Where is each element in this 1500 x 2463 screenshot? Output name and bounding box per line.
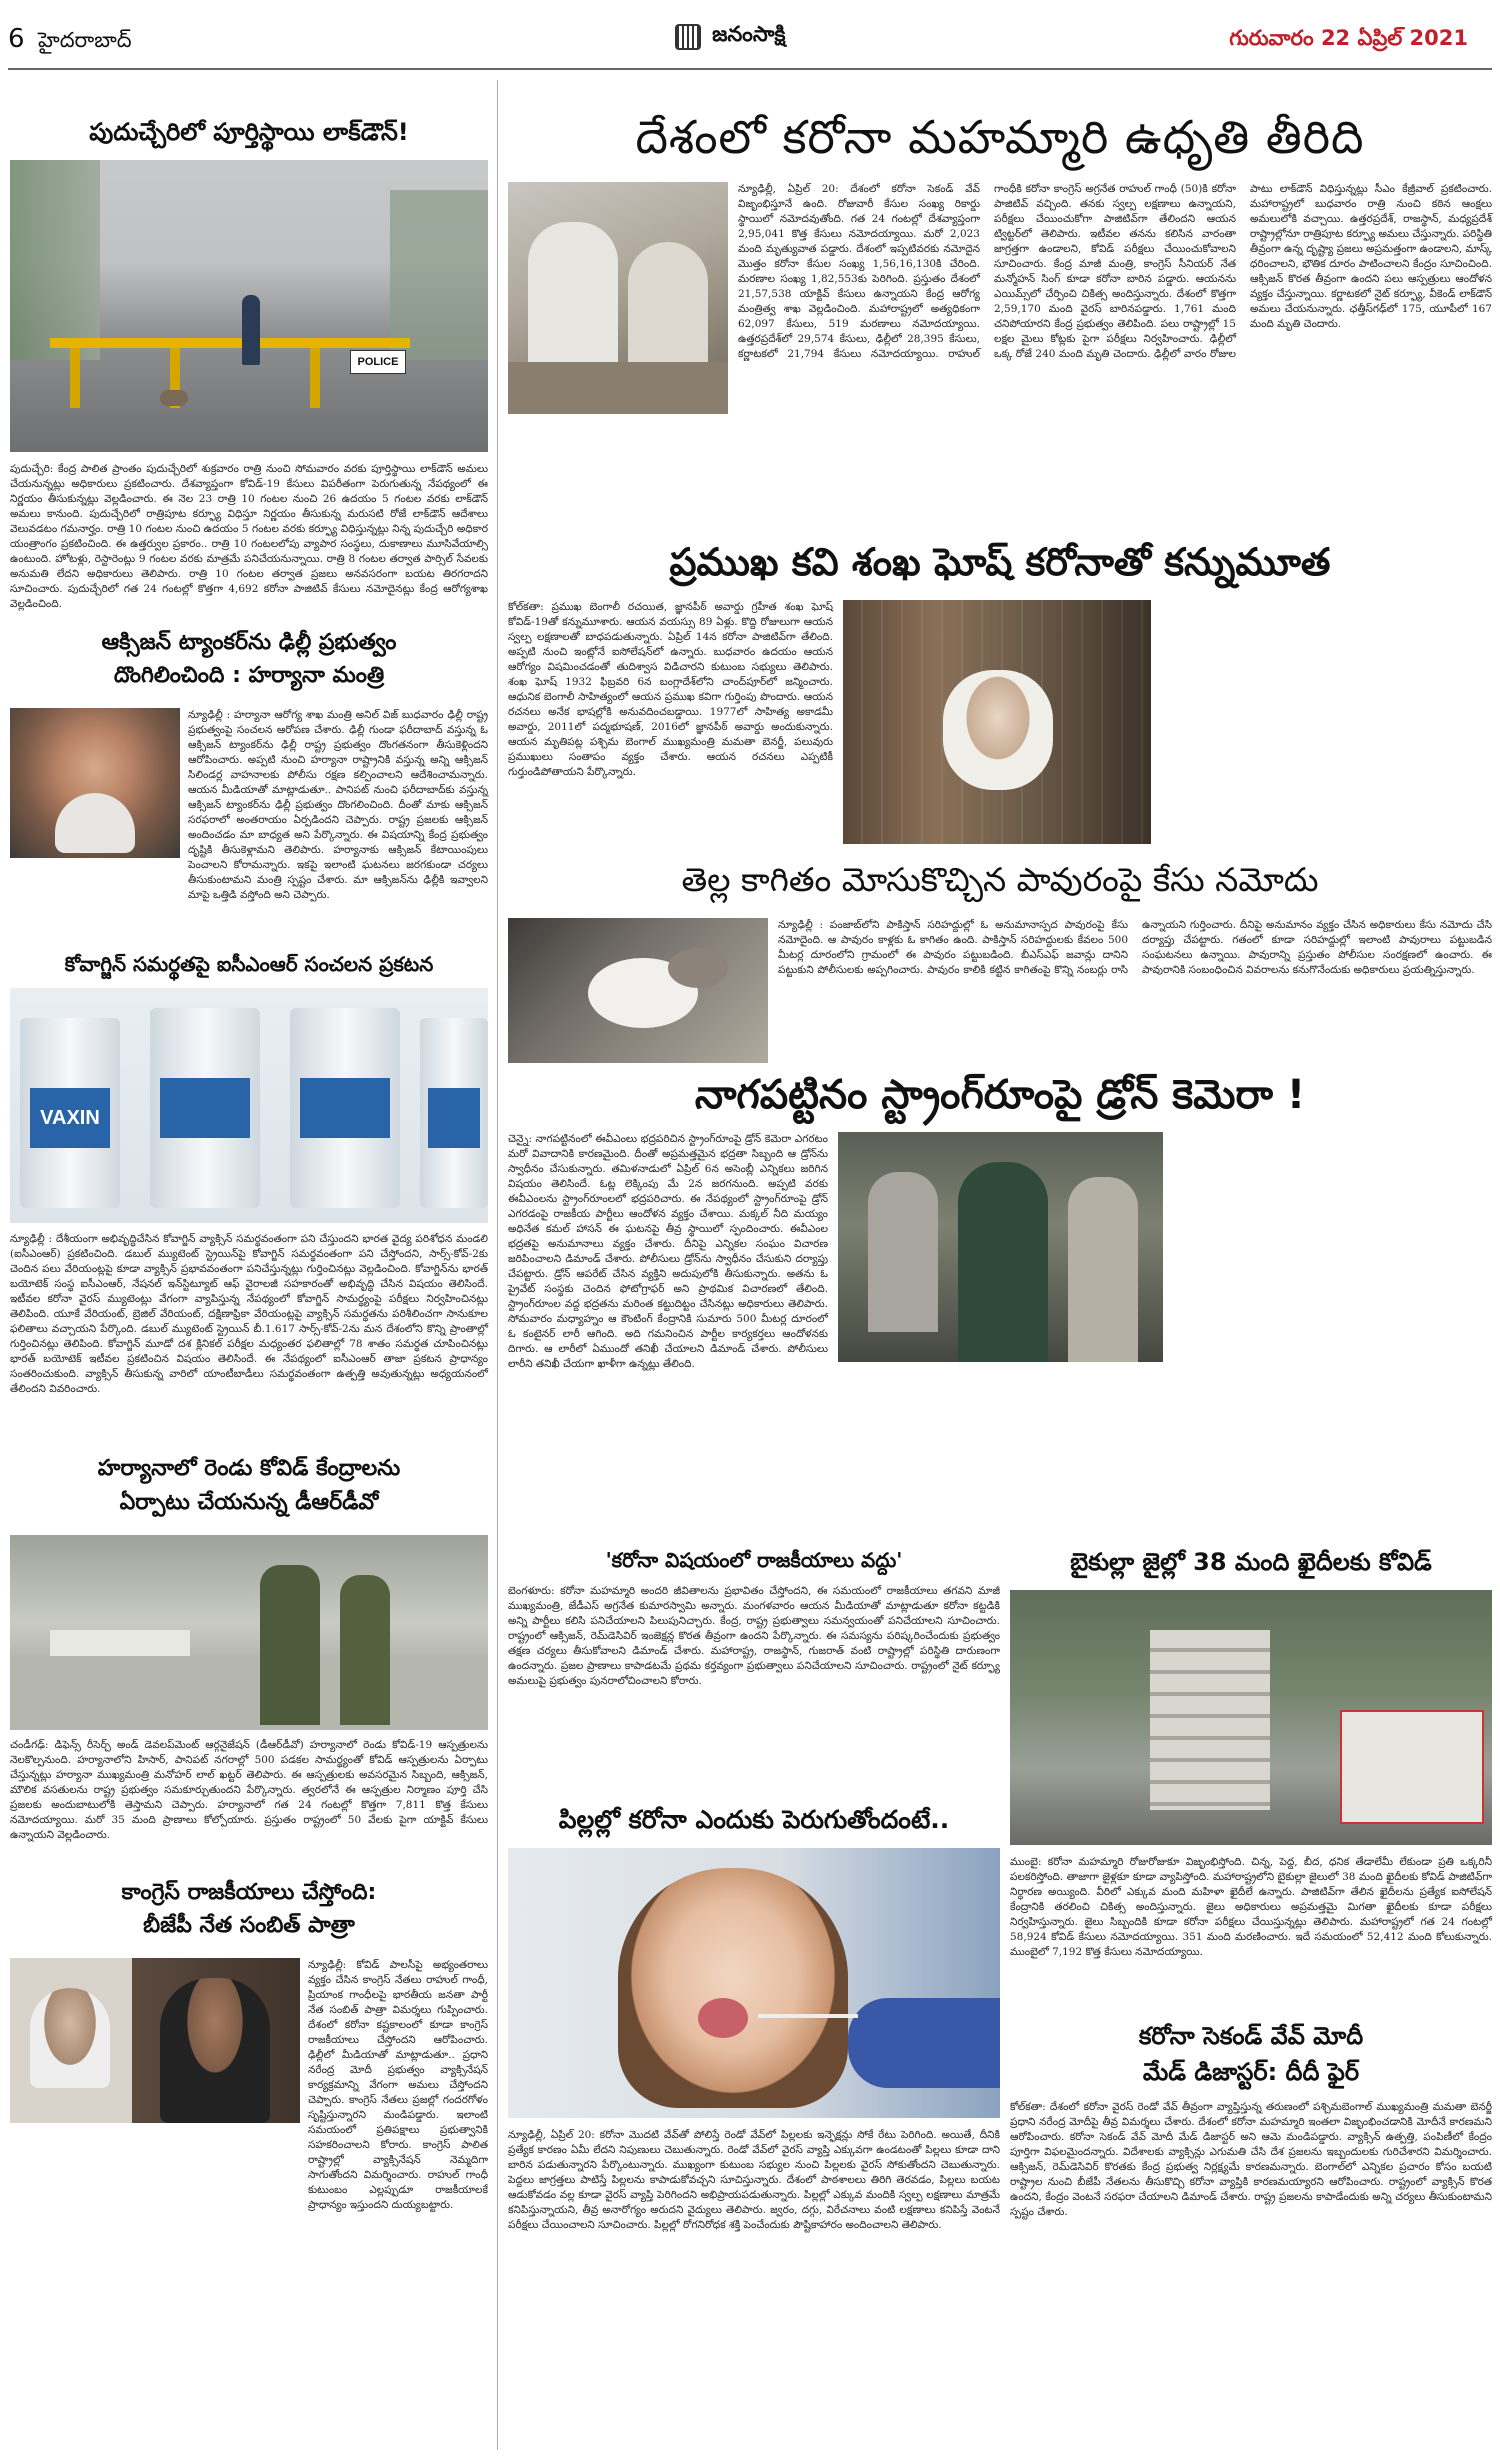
photo-kamal-haasan — [838, 1132, 1163, 1362]
headline-jail: బైకుల్లా జైల్లో 38 మంది ఖైదీలకు కోవిడ్ — [1070, 1548, 1432, 1576]
headline-puducherry: పుదుచ్చేరిలో పూర్తిస్థాయి లాక్‌డౌన్! — [89, 118, 409, 146]
brand-logo — [675, 22, 825, 58]
police-sign: POLICE — [350, 350, 406, 374]
headline-modi-line1: కరోనా సెకండ్ వేవ్ మోదీ — [1138, 2022, 1364, 2050]
photo-pigeon — [508, 918, 768, 1063]
photo-shankha-ghosh — [843, 600, 1151, 844]
brand-logo-icon — [675, 24, 701, 50]
photo-sambit-patra — [10, 1958, 300, 2123]
article-modi-body: కోల్‌కతా: దేశంలో కరోనా వైరస్ రెండో వేవ్ తీవ్రంగా వ్యాప్తిస్తున్న తరుణంలో పశ్చిమబెంగాల్ ముఖ్యమంత్రి మమతా బెనర్జీ ప్రధాని నరేంద్ర మోదీపై తీవ్ర విమర్శలు చేశారు. దేశంలో కరోనా మహమ్మారి ఇంతలా విజృంభించడానికి మోదీనే కారణమని ఆరోపించారు. కరోనా సెకండ్ వేవ్ మోదీ మేడ్ డిజాస్టర్ అని ఆమె మండిపడ్డారు. వ్యాక్సిన్ ఉత్పత్తి, పంపిణీలో కేంద్రం పూర్తిగా విఫలమైందన్నారు. విదేశాలకు వ్యాక్సిన్లు ఎగుమతి చేసి దేశ ప్రజలను ఇబ్బందులకు గురిచేశారని విమర్శించారు. ఆక్సిజన్, రెమ్‌డెసివిర్ కొరతకు కేంద్ర ప్రభుత్వ నిర్లక్ష్యమే కారణమన్నారు. బెంగాల్‌లో ఎన్నికల ప్రచారం కోసం బయటి రాష్ట్రాల నుంచి బీజేపీ నేతలను తీసుకొచ్చి కరోనా వ్యాప్తికి కారణమయ్యారని ఆరోపించారు. రాష్ట్రంలో వ్యాక్సిన్ కొరత ఉందని, కేంద్రం వెంటనే సరఫరా చేయాలని డిమాండ్ చేశారు. రాష్ట్ర ప్రజలను కాపాడేందుకు అన్ని చర్యలు తీసుకుంటామని స్పష్టం చేశారు. — [1010, 2101, 1492, 2218]
photo-anil-vij — [10, 708, 180, 858]
photo-police-barricade — [10, 160, 488, 452]
page-number: 6 — [8, 24, 25, 54]
article-poet-body-cont — [1160, 600, 1492, 850]
headline-main: దేశంలో కరోనా మహమ్మారి ఉధృతి తీరిది — [635, 110, 1365, 164]
article-children-body: న్యూఢిల్లీ, ఏప్రిల్ 20: కరోనా మొదటి వేవ్‌తో పోలిస్తే రెండో వేవ్‌లో పిల్లలకు ఇన్ఫెక్షన్లు సోకే రేటు పెరిగింది. అయితే, దీనికి ప్రత్యేక కారణం ఏమీ లేదని నిపుణులు చెబుతున్నారు. రెండో వేవ్‌లో వైరస్ వ్యాప్తి ఎక్కువగా ఉండటంతో పిల్లలు కూడా దాని బారిన పడుతున్నారని పేర్కొంటున్నారు. ముఖ్యంగా కుటుంబ సభ్యుల నుంచి పిల్లలకు వైరస్ సోకుతోందని చెబుతున్నారు. పెద్దలు జాగ్రత్తలు పాటిస్తే పిల్లలను కాపాడుకోవచ్చని సూచిస్తున్నారు. దేశంలో పాఠశాలలు తిరిగి తెరవడం, పిల్లలు బయట ఆడుకోవడం వల్ల కూడా వైరస్ వ్యాప్తి పెరిగిందని అభిప్రాయపడుతున్నారు. పిల్లల్లో ఎక్కువ మందికి స్వల్ప లక్షణాలు మాత్రమే కనిపిస్తున్నాయని, తీవ్ర అనారోగ్యం అరుదని వైద్యులు తెలిపారు. జ్వరం, దగ్గు, విరేచనాలు వంటి లక్షణాలు కనిపిస్తే వెంటనే పరీక్షలు చేయించాలని సూచించారు. పిల్లల్లో రోగనిరోధక శక్తి పెంచేందుకు పౌష్టికాహారం అందించాలని తెలిపారు. — [508, 2129, 1000, 2231]
headline-poet: ప్రముఖ కవి శంఖ ఘోష్ కరోనాతో కన్నుమూత — [669, 540, 1331, 584]
article-pigeon-body: న్యూఢిల్లీ : పంజాబ్‌లోని పాకిస్తాన్ సరిహద్దుల్లో ఓ అనుమానాస్పద పావురంపై కేసు నమోదైంది. ఆ పావురం కాళ్లకు ఓ కాగితం ఉంది. పాకిస్తాన్ సరిహద్దులకు కేవలం 500 మీటర్ల దూరంలోని గ్రామంలో ఈ పావురం పట్టుబడింది. బీఎస్‌ఎఫ్ జవాన్లు దానిని పట్టుకుని పోలీసులకు అప్పగించారు. పావురం కాలికి కట్టిన కాగితంపై కొన్ని నంబర్లు రాసి ఉన్నాయని గుర్తించారు. దీనిపై అనుమానం వ్యక్తం చేసిన అధికారులు కేసు నమోదు చేసి దర్యాప్తు చేపట్టారు. గతంలో కూడా సరిహద్దుల్లో ఇలాంటి పావురాలు పట్టుబడిన సంఘటనలు ఉన్నాయి. పావురాన్ని ప్రస్తుతం పోలీసుల సంరక్షణలో ఉంచారు. ఈ పావురానికి సంబంధించిన వివరాలను కనుగొనేందుకు అధికారులు ప్రయత్నిస్తున్నారు. — [778, 919, 1492, 976]
article-bjp-body: న్యూఢిల్లీ: కోవిడ్ పాలసీపై అభ్యంతరాలు వ్యక్తం చేసిన కాంగ్రెస్ నేతలు రాహుల్ గాంధీ, ప్రియాంక గాంధీలపై భారతీయ జనతా పార్టీ నేత సంబిత్ పాత్రా విమర్శలు గుప్పించారు. దేశంలో కరోనా కష్టకాలంలో కూడా కాంగ్రెస్ రాజకీయాలు చేస్తోందని ఆరోపించారు. ఢిల్లీలో మీడియాతో మాట్లాడుతూ.. ప్రధాని నరేంద్ర మోదీ ప్రభుత్వం వ్యాక్సినేషన్ కార్యక్రమాన్ని వేగంగా అమలు చేస్తోందని చెప్పారు. కాంగ్రెస్ నేతలు ప్రజల్లో గందరగోళం సృష్టిస్తున్నారని మండిపడ్డారు. ఇలాంటి సమయంలో ప్రతిపక్షాలు ప్రభుత్వానికి సహకరించాలని కోరారు. కాంగ్రెస్ పాలిత రాష్ట్రాల్లో వ్యాక్సినేషన్ నెమ్మదిగా సాగుతోందని విమర్శించారు. రాహుల్ గాంధీ కుటుంబం ఎల్లప్పుడూ రాజకీయాలకే ప్రాధాన్యం ఇస్తుందని దుయ్యబట్టారు. — [308, 1959, 488, 2211]
article-poet-body: కోల్‌కతా: ప్రముఖ బెంగాలీ రచయిత, జ్ఞానపీఠ్ అవార్డు గ్రహీత శంఖ ఘోష్ కోవిడ్-19తో కన్నుమూశారు. ఆయన వయస్సు 89 ఏళ్లు. కొద్ది రోజులుగా ఆయన స్వల్ప లక్షణాలతో బాధపడుతున్నారు. ఏప్రిల్ 14న కరోనా పాజిటివ్‌గా తేలింది. అప్పటి నుంచి ఇంట్లోనే ఐసోలేషన్‌లో ఉన్నారు. బుధవారం ఉదయం ఆయన ఆరోగ్యం విషమించడంతో తుదిశ్వాస విడిచారని కుటుంబ సభ్యులు తెలిపారు. శంఖ ఘోష్ 1932 ఫిబ్రవరి 6న బంగ్లాదేశ్‌లోని చాంద్‌పూర్‌లో జన్మించారు. ఆధునిక బెంగాలీ సాహిత్యంలో ఆయన ప్రముఖ కవిగా గుర్తింపు పొందారు. ఆయన రచనలు అనేక భాషల్లోకి అనువదించబడ్డాయి. 1977లో సాహిత్య అకాడమీ అవార్డు, 2011లో పద్మభూషణ్, 2016లో జ్ఞానపీఠ్ అవార్డు అందుకున్నారు. ఆయన మృతిపట్ల పశ్చిమ బెంగాల్ ముఖ్యమంత్రి మమతా బెనర్జీ, పలువురు ప్రముఖులు సంతాపం వ్యక్తం చేశారు. ఆయన రచనలు ఎప్పటికీ గుర్తుండిపోతాయని పేర్కొన్నారు. — [508, 601, 833, 778]
headline-children: పిల్లల్లో కరోనా ఎందుకు పెరుగుతోందంటే.. — [558, 1805, 950, 1834]
headline-politics: 'కరోనా విషయంలో రాజకీయాలు వద్దు' — [605, 1548, 903, 1572]
article-drdo-body: చండీగఢ్: డిఫెన్స్ రీసెర్చ్ అండ్ డెవలప్‌మెంట్ ఆర్గనైజేషన్ (డీఆర్‌డీవో) హర్యానాలో రెండు కోవిడ్-19 ఆస్పత్రులను నెలకొల్పనుంది. హర్యానాలోని హిసార్, పానిపట్ నగరాల్లో 500 పడకల సామర్థ్యంతో కోవిడ్ ఆస్పత్రులను ఏర్పాటు చేస్తున్నట్లు హర్యానా ముఖ్యమంత్రి మనోహర్ లాల్ ఖట్టర్ తెలిపారు. ఈ ఆస్పత్రులకు అవసరమైన సిబ్బంది, ఆక్సిజన్, మౌలిక వసతులను రాష్ట్ర ప్రభుత్వం సమకూర్చుతుందని పేర్కొన్నారు. త్వరలోనే ఈ ఆస్పత్రుల నిర్మాణం పూర్తి చేసి ప్రజలకు అందుబాటులోకి తెస్తామని చెప్పారు. హర్యానాలో గత 24 గంటల్లో కొత్తగా 7,811 కొత్త కేసులు నమోదయ్యాయి. మరో 35 మంది ప్రాణాలు కోల్పోయారు. ప్రస్తుతం రాష్ట్రంలో 50 వేలకు పైగా యాక్టివ్ కేసులు ఉన్నాయని వెల్లడించారు. — [10, 1739, 488, 1841]
headline-bjp-line2: బీజేపీ నేత సంబిత్ పాత్రా — [143, 1913, 355, 1938]
photo-byculla-jail — [1010, 1590, 1492, 1845]
article-drone-body-caption — [838, 1368, 1163, 1532]
masthead-rule — [8, 68, 1492, 70]
article-jail-body: ముంబై: కరోనా మహమ్మారి రోజురోజుకూ విజృంభిస్తోంది. చిన్న, పెద్ద, బీద, ధనిక తేడాలేమీ లేకుండా ప్రతి ఒక్కరినీ పలకరిస్తోంది. తాజాగా జైళ్లకూ కూడా వ్యాపిస్తోంది. మహారాష్ట్రలోని బైకుల్లా జైలులో 38 మంది ఖైదీలకు కోవిడ్ పాజిటివ్‌గా నిర్ధారణ అయ్యింది. వీరిలో ఎక్కువ మంది మహిళా ఖైదీలే ఉన్నారు. పాజిటివ్‌గా తేలిన ఖైదీలను ప్రత్యేక ఐసోలేషన్ కేంద్రానికి తరలించి చికిత్స అందిస్తున్నారు. జైలు అధికారులు అప్రమత్తమై మిగతా ఖైదీలకు కూడా పరీక్షలు నిర్వహిస్తున్నారు. జైలు సిబ్బందికి కూడా కరోనా పరీక్షలు చేయిస్తున్నట్లు తెలిపారు. మహారాష్ట్రలో గత 24 గంటల్లో 58,924 కోవిడ్ కేసులు నమోదయ్యాయి. 351 మంది మరణించారు. ఇదే సమయంలో 52,412 మంది కోలుకున్నారు. ముంబైలో 7,192 కొత్త కేసులు నమోదయ్యాయి. — [1010, 1856, 1492, 1958]
column-divider — [497, 80, 498, 2450]
article-bjp-body-cont — [10, 2130, 488, 2220]
article-covaxin-body: న్యూఢిల్లీ : దేశీయంగా అభివృద్ధిచేసిన కోవాగ్జిన్ వ్యాక్సిన్ సమర్థవంతంగా పని చేస్తుందని భారత వైద్య పరిశోధన మండలి (ఐసీఎంఆర్) ప్రకటించింది. డబుల్ మ్యుటెంట్ స్ట్రెయిన్‌పై కోవాగ్జిన్ సమర్థవంతంగా పని చేస్తోందని, సార్స్-కోవ్-2కు చెందిన పలు వేరియంట్లపై కూడా వ్యాక్సిన్ ప్రభావవంతంగా పనిచేస్తున్నట్లు గుర్తించినట్లు వెల్లడించింది. కోవాగ్జిన్‌ను భారత్ బయోటెక్ సంస్థ ఐసీఎంఆర్, నేషనల్ ఇన్‌స్టిట్యూట్ ఆఫ్ వైరాలజీ సహకారంతో అభివృద్ధి చేసిన విషయం తెలిసిందే. ఇటీవల కరోనా వైరస్ మ్యుటెంట్లు వేగంగా వ్యాపిస్తున్న నేపథ్యంలో కోవాగ్జిన్ సామర్థ్యంపై పరీక్షలు నిర్వహించినట్లు తెలిపింది. యూకే వేరియంట్, బ్రెజిల్ వేరియంట్, దక్షిణాఫ్రికా వేరియంట్లపై వ్యాక్సిన్ సమర్థతను పరిశీలించగా సానుకూల ఫలితాలు వచ్చాయని పేర్కొంది. డబుల్ మ్యుటెంట్ స్ట్రెయిన్ బీ.1.617 సార్స్-కోవ్-2ను మన దేశంలోని కొన్ని ప్రాంతాల్లో గుర్తించినట్లు తెలిపింది. కోవాగ్జిన్ మూడో దశ క్లినికల్ పరీక్షల మధ్యంతర ఫలితాల్లో 78 శాతం సమర్థత చూపించినట్లు భారత్ బయోటెక్ ఇటీవల ప్రకటించిన విషయం తెలిసిందే. ఈ నేపథ్యంలో ఐసీఎంఆర్ తాజా ప్రకటన ప్రాధాన్యం సంతరించుకుంది. వ్యాక్సిన్ తీసుకున్న వారిలో యాంటీబాడీలు సమర్థవంతంగా ఉత్పత్తి అవుతున్నట్లు అధ్యయనంలో తేలిందని వివరించారు. — [10, 1233, 488, 1395]
photo-child-swab-test — [508, 1848, 1000, 2118]
headline-drdo-line1: హర్యానాలో రెండు కోవిడ్ కేంద్రాలను — [97, 1456, 401, 1481]
article-main-body-lower — [508, 420, 1492, 535]
section-name: హైదరాబాద్ — [38, 28, 132, 52]
headline-bjp-line1: కాంగ్రెస్ రాజకీయాలు చేస్తోంది: — [121, 1880, 377, 1905]
issue-date: గురువారం 22 ఏప్రిల్ 2021 — [1229, 26, 1468, 50]
headline-oxygen-line2: దొంగిలించింది : హర్యానా మంత్రి — [113, 663, 385, 688]
article-puducherry-body: పుదుచ్చేరి: కేంద్ర పాలిత ప్రాంతం పుదుచ్చేరిలో శుక్రవారం రాత్రి నుంచి సోమవారం వరకు పూర్తిస్థాయి లాక్‌డౌన్ అమలు చేయనున్నట్లు అధికారులు ప్రకటించారు. దేశవ్యాప్తంగా కోవిడ్-19 కేసులు విపరీతంగా పెరుగుతున్న నేపథ్యంలో ఈ నిర్ణయం తీసుకున్నట్లు వెల్లడించారు. ఈ నెల 23 రాత్రి 10 గంటల నుంచి 26 ఉదయం 5 గంటల వరకు లాక్‌డౌన్ అమలు కానుంది. పుదుచ్చేరిలో రాత్రిపూట కర్ఫ్యూ విధిస్తూ నిర్ణయం తీసుకున్న మరుసటి రోజే లాక్‌డౌన్ ఆదేశాలు వెలువడటం గమనార్హం. రాత్రి 10 గంటల నుంచి ఉదయం 5 గంటల వరకు కర్ఫ్యూ విధిస్తున్నట్లు నిన్న పుదుచ్చేరి అధికార యంత్రాంగం ప్రకటించింది. ఈ ఉత్తర్వుల ప్రకారం.. రాత్రి 10 గంటలలోపు వ్యాపార సంస్థలు, దుకాణాలు మూసివేయాల్సి ఉంటుంది. హోటళ్లు, రెస్టారెంట్లు 9 గంటల వరకు మాత్రమే పనిచేయనున్నాయి. రాత్రి 8 గంటల తర్వాత పార్సిల్ సేవలకు అనుమతి లేదని అధికారులు తెలిపారు. రాత్రి 10 గంటల తర్వాత ప్రజలు అనవసరంగా బయట తిరగరాదని సూచించారు. పుదుచ్చేరిలో గత 24 గంటల్లో కొత్తగా 4,692 కరోనా పాజిటివ్ కేసులు నమోదైనట్లు కేంద్ర ఆరోగ్యశాఖ వెల్లడించింది. — [10, 463, 488, 610]
article-drone-body: చెన్నై: నాగపట్టినంలో ఈవీఎంలు భద్రపరిచిన స్ట్రాంగ్‌రూంపై డ్రోన్ కెమెరా ఎగరటం మరో వివాదానికి కారణమైంది. దీంతో అప్రమత్తమైన భద్రతా సిబ్బంది ఆ డ్రోన్‌ను స్వాధీనం చేసుకున్నారు. తమిళనాడులో ఏప్రిల్ 6న అసెంబ్లీ ఎన్నికలు జరిగిన విషయం తెలిసిందే. ఓట్ల లెక్కింపు మే 2న జరగనుంది. అప్పటి వరకు ఈవీఎంలను స్ట్రాంగ్‌రూంలలో భద్రపరిచారు. ఈ నేపథ్యంలో స్ట్రాంగ్‌రూంపై డ్రోన్ ఎగరడంపై రాజకీయ పార్టీలు ఆందోళన వ్యక్తం చేశాయి. మక్కల్ నీది మయ్యం అధినేత కమల్ హాసన్ ఈ ఘటనపై తీవ్ర స్థాయిలో స్పందించారు. ఈవీఎంల భద్రతపై అనుమానాలు వ్యక్తం చేశారు. దీనిపై ఎన్నికల సంఘం విచారణ జరిపించాలని డిమాండ్ చేశారు. పోలీసులు డ్రోన్‌ను స్వాధీనం చేసుకుని దర్యాప్తు చేపట్టారు. డ్రోన్ ఆపరేట్ చేసిన వ్యక్తిని అదుపులోకి తీసుకున్నారు. అతను ఓ ప్రైవేట్ సంస్థకు చెందిన ఫోటోగ్రాఫర్ అని ప్రాథమిక విచారణలో తేలింది. స్ట్రాంగ్‌రూంల వద్ద భద్రతను మరింత కట్టుదిట్టం చేసినట్లు అధికారులు తెలిపారు. సోమవారం మధ్యాహ్నం ఆ కౌంటింగ్ కేంద్రానికి సుమారు 500 మీటర్ల దూరంలో ఓ కంటైనర్ లారీ ఆగింది. అది గమనించిన పార్టీల కార్యకర్తలు ఆందోళనకు దిగారు. ఆ లారీలో ఏముందో తనిఖీ చేయాలని డిమాండ్ చేశారు. పోలీసులు లారీని తనిఖీ చేయగా ఖాళీగా ఉన్నట్లు తేలింది. — [508, 1133, 828, 1370]
photo-drdo-hospital — [10, 1535, 488, 1730]
headline-drdo-line2: ఏర్పాటు చేయనున్న డీఆర్‌డీవో — [119, 1490, 379, 1515]
headline-pigeon: తెల్ల కాగితం మోసుకొచ్చిన పావురంపై కేసు నమోదు — [681, 860, 1319, 899]
vial-label: VAXIN — [30, 1088, 110, 1148]
article-main-body — [738, 182, 1492, 414]
article-oxygen-body-cont — [10, 862, 488, 944]
article-main-text: న్యూఢిల్లీ, ఏప్రిల్ 20: దేశంలో కరోనా సెకండ్ వేవ్ విజృంభిస్తూనే ఉంది. రోజువారీ కేసుల సంఖ్య రికార్డు స్థాయిలో నమోదవుతోంది. గత 24 గంటల్లో దేశవ్యాప్తంగా 2,95,041 కొత్త కేసులు నమోదయ్యాయి. మరో 2,023 మంది మృత్యువాత పడ్డారు. దేశంలో ఇప్పటివరకు నమోదైన మొత్తం కరోనా కేసుల సంఖ్య 1,56,16,130కి చేరింది. మరణాల సంఖ్య 1,82,553కు పెరిగింది. ప్రస్తుతం దేశంలో 21,57,538 యాక్టివ్ కేసులు ఉన్నాయని కేంద్ర ఆరోగ్య మంత్రిత్వ శాఖ వెల్లడించింది. మహారాష్ట్రలో అత్యధికంగా 62,097 కేసులు, 519 మరణాలు నమోదయ్యాయి. ఉత్తరప్రదేశ్‌లో 29,574 కేసులు, ఢిల్లీలో 28,395 కేసులు, కర్ణాటకలో 21,794 కేసులు నమోదయ్యాయి. రాహుల్ గాంధీకి కరోనా కాంగ్రెస్ అగ్రనేత రాహుల్ గాంధీ (50)కి కరోనా పాజిటివ్ వచ్చింది. తనకు స్వల్ప లక్షణాలు ఉన్నాయని, పరీక్షలు చేయించుకోగా పాజిటివ్‌గా తేలిందని ఆయన ట్విట్టర్‌లో తెలిపారు. ఇటీవల తనను కలిసిన వారంతా జాగ్రత్తగా ఉండాలని, కోవిడ్ పరీక్షలు చేయించుకోవాలని సూచించారు. కేంద్ర మాజీ మంత్రి, కాంగ్రెస్ సీనియర్ నేత మన్మోహన్ సింగ్ కూడా కరోనా బారిన పడ్డారు. ఆయనను ఎయిమ్స్‌లో చేర్పించి చికిత్స అందిస్తున్నారు. దేశంలో కొత్తగా 2,59,170 మంది వైరస్ బారినపడ్డారు. 1,761 మంది చనిపోయారని కేంద్ర ప్రభుత్వం తెలిపింది. పలు రాష్ట్రాల్లో 15 లక్షల మైలు కోట్లకు పైగా పరీక్షలు నిర్వహించారు. ఢిల్లీలో ఒక్క రోజే 240 మంది మృతి చెందారు. ఢిల్లీలో వారం రోజుల పాటు లాక్‌డౌన్ విధిస్తున్నట్లు సీఎం కేజ్రీవాల్ ప్రకటించారు. మహారాష్ట్రలో బుధవారం రాత్రి నుంచి కఠిన ఆంక్షలు అమలులోకి వచ్చాయి. ఉత్తరప్రదేశ్, రాజస్థాన్, మధ్యప్రదేశ్ రాష్ట్రాల్లోనూ రాత్రిపూట కర్ఫ్యూ అమలు చేస్తున్నారు. పరిస్థితి తీవ్రంగా ఉన్న దృష్ట్యా ప్రజలు అప్రమత్తంగా ఉండాలని, మాస్క్ ధరించాలని, భౌతిక దూరం పాటించాలని కేంద్రం సూచించింది. ఆక్సిజన్ కొరత తీవ్రంగా ఉందని పలు ఆస్పత్రులు ఆందోళన వ్యక్తం చేస్తున్నాయి. కర్ణాటకలో నైట్ కర్ఫ్యూ, వీకెండ్ లాక్‌డౌన్ అమలు చేయనున్నారు. ఛత్తీస్‌గఢ్‌లో 175, యూపీలో 167 మంది మృతి చెందారు. — [738, 183, 1492, 360]
article-oxygen-body: న్యూఢిల్లీ : హర్యానా ఆరోగ్య శాఖ మంత్రి అనిల్ విజ్ బుధవారం ఢిల్లీ రాష్ట్ర ప్రభుత్వంపై సంచలన ఆరోపణ చేశారు. ఢిల్లీ గుండా ఫరీదాబాద్ వస్తున్న ఓ ఆక్సిజన్ ట్యాంకర్‌ను ఢిల్లీ రాష్ట్ర ప్రభుత్వం దొంగతనంగా తీసుకెళ్లిందని ఆరోపించారు. అప్పటి నుంచి హర్యానా రాష్ట్రానికి వస్తున్న అన్ని ఆక్సిజన్ సిలిండర్ల వాహనాలకు పోలీసు రక్షణ కల్పించాలని ఆదేశించామన్నారు. ఆయన మీడియాతో మాట్లాడుతూ.. పానిపట్ నుంచి ఫరీదాబాద్‌కు వస్తున్న ఆక్సిజన్ ట్యాంకర్‌ను ఢిల్లీ ప్రభుత్వం దొంగలించింది. దీంతో మాకు ఆక్సిజన్ సరఫరాలో అంతరాయం ఏర్పడిందని చెప్పారు. రాష్ట్ర ప్రజలకు ఆక్సిజన్ అందించడం మా బాధ్యత అని పేర్కొన్నారు. ఈ విషయాన్ని కేంద్ర ప్రభుత్వం దృష్టికి తీసుకెళ్లామని తెలిపారు. హర్యానాకు ఆక్సిజన్ కేటాయింపులు పెంచాలని కోరామన్నారు. ఇకపై ఇలాంటి ఘటనలు జరగకుండా చర్యలు తీసుకుంటామని మంత్రి స్పష్టం చేశారు. మా ఆక్సిజన్‌ను ఢిల్లీకి ఇవ్వాలని మాపై ఒత్తిడి వస్తోంది అని చెప్పారు. — [188, 709, 488, 901]
article-oxygen-body-right — [188, 708, 488, 901]
headline-drone: నాగపట్టినం స్ట్రాంగ్‌రూంపై డ్రోన్ కెమెరా ! — [694, 1072, 1306, 1118]
article-politics-body: బెంగళూరు: కరోనా మహమ్మారి అందరి జీవితాలను ప్రభావితం చేస్తోందని, ఈ సమయంలో రాజకీయాలు తగవని మాజీ ముఖ్యమంత్రి, జేడీఎస్ అగ్రనేత కుమారస్వామి అన్నారు. మంగళవారం ఆయన మీడియాతో మాట్లాడుతూ కరోనా కట్టడికి అన్ని పార్టీలు కలిసి పనిచేయాలని పిలుపునిచ్చారు. కేంద్ర, రాష్ట్ర ప్రభుత్వాలు సమన్వయంతో పనిచేయాలని సూచించారు. రాష్ట్రంలో ఆక్సిజన్, రెమ్‌డెసివిర్ ఇంజెక్షన్ల కొరత తీవ్రంగా ఉందని పేర్కొన్నారు. ఈ సమస్యను పరిష్కరించేందుకు ప్రభుత్వం తక్షణ చర్యలు తీసుకోవాలని డిమాండ్ చేశారు. మహారాష్ట్ర, రాజస్థాన్, గుజరాత్ వంటి రాష్ట్రాల్లో పరిస్థితి దారుణంగా ఉందన్నారు. ప్రజల ప్రాణాలు కాపాడటమే ప్రథమ కర్తవ్యంగా ప్రభుత్వాలు పనిచేయాలని సూచించారు. రాష్ట్రంలో నైట్ కర్ఫ్యూ అమలుపై ప్రభుత్వం పునరాలోచించాలని కోరారు. — [508, 1585, 1000, 1687]
photo-covid-ward — [508, 182, 728, 414]
photo-covaxin-vials — [10, 988, 488, 1223]
headline-oxygen-line1: ఆక్సిజన్ ట్యాంకర్‌ను ఢిల్లీ ప్రభుత్వం — [101, 630, 397, 655]
headline-modi-line2: మేడ్ డిజాస్టర్: దీదీ ఫైర్ — [1142, 2058, 1360, 2086]
article-drone-body-right — [1172, 1132, 1492, 1532]
brand-name: జనంసాక్షి — [712, 22, 786, 46]
headline-covaxin: కోవాగ్జిన్ సమర్థతపై ఐసీఎంఆర్ సంచలన ప్రకటన — [64, 952, 434, 976]
